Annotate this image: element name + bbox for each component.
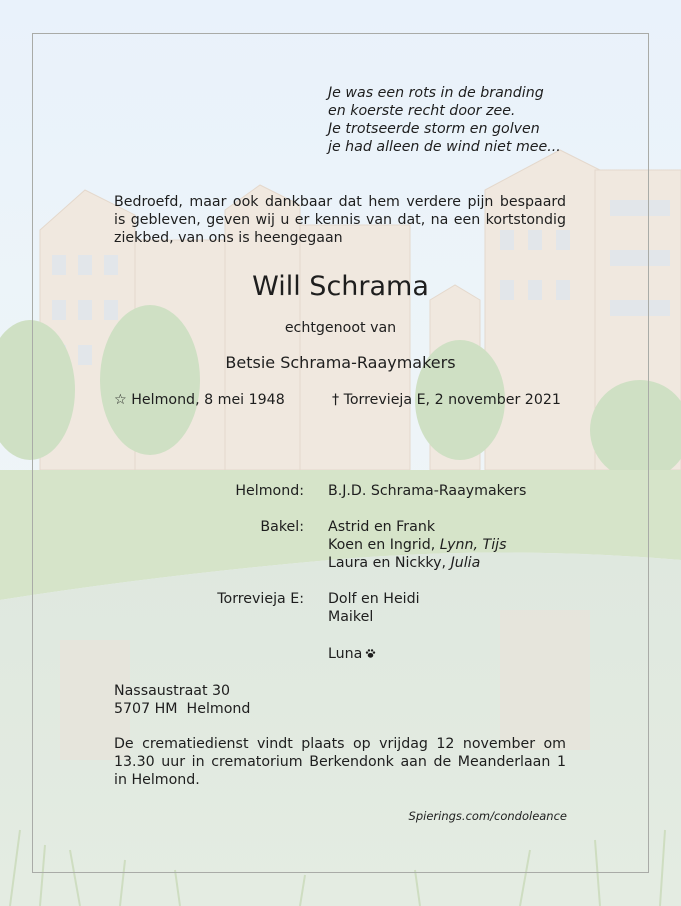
grandchildren-names: Julia (450, 555, 481, 571)
intro-text: Bedroefd, maar ook dankbaar dat hem verdere pijn bespaard is gebleven, geven wij u er kennis van dat, na een kortstondig ziekbed, van ons is heengegaan (114, 194, 566, 246)
family-line (328, 645, 376, 663)
family-line: Dolf en Heidi (328, 591, 420, 607)
service-info: De crematiedienst vindt plaats op vrijdag 12 november om 13.30 uur in crematorium Berkendonk aan de Meanderlaan 1 in Helmond. (114, 736, 566, 788)
grandchildren-names: Lynn, Tijs (439, 537, 507, 553)
condolence-link[interactable]: Spierings.com/condoleance (408, 809, 567, 823)
spouse-name: Betsie Schrama-Raaymakers (225, 353, 456, 372)
relation-text: echtgenoot van (284, 320, 397, 336)
address (114, 682, 250, 718)
family-place: Helmond: (235, 483, 304, 499)
poem-line: Je was een rots in de branding (328, 85, 544, 101)
family-line: Maikel (328, 609, 374, 625)
pet-name: Luna (328, 646, 363, 662)
death-info: † Torrevieja E, 2 november 2021 (332, 392, 561, 408)
address-city: 5707 HM Helmond (114, 701, 251, 717)
family-line (328, 536, 506, 554)
family-line: B.J.D. Schrama-Raaymakers (328, 483, 527, 499)
paw-icon (365, 648, 376, 659)
poem (328, 84, 561, 156)
family-names: Laura en Nickky, (328, 555, 447, 571)
family-names: Koen en Ingrid, (328, 537, 436, 553)
poem-line: je had alleen de wind niet mee... (328, 139, 561, 155)
poem-line: Je trotseerde storm en golven (328, 121, 540, 137)
address-street: Nassaustraat 30 (114, 683, 231, 699)
deceased-name: Will Schrama (252, 271, 429, 302)
family-place: Bakel: (260, 519, 304, 535)
poem-line: en koerste recht door zee. (328, 103, 516, 119)
birth-info: ☆ Helmond, 8 mei 1948 (114, 392, 285, 408)
family-line (328, 554, 506, 572)
family-line: Astrid en Frank (328, 519, 436, 535)
family-place: Torrevieja E: (217, 591, 304, 607)
